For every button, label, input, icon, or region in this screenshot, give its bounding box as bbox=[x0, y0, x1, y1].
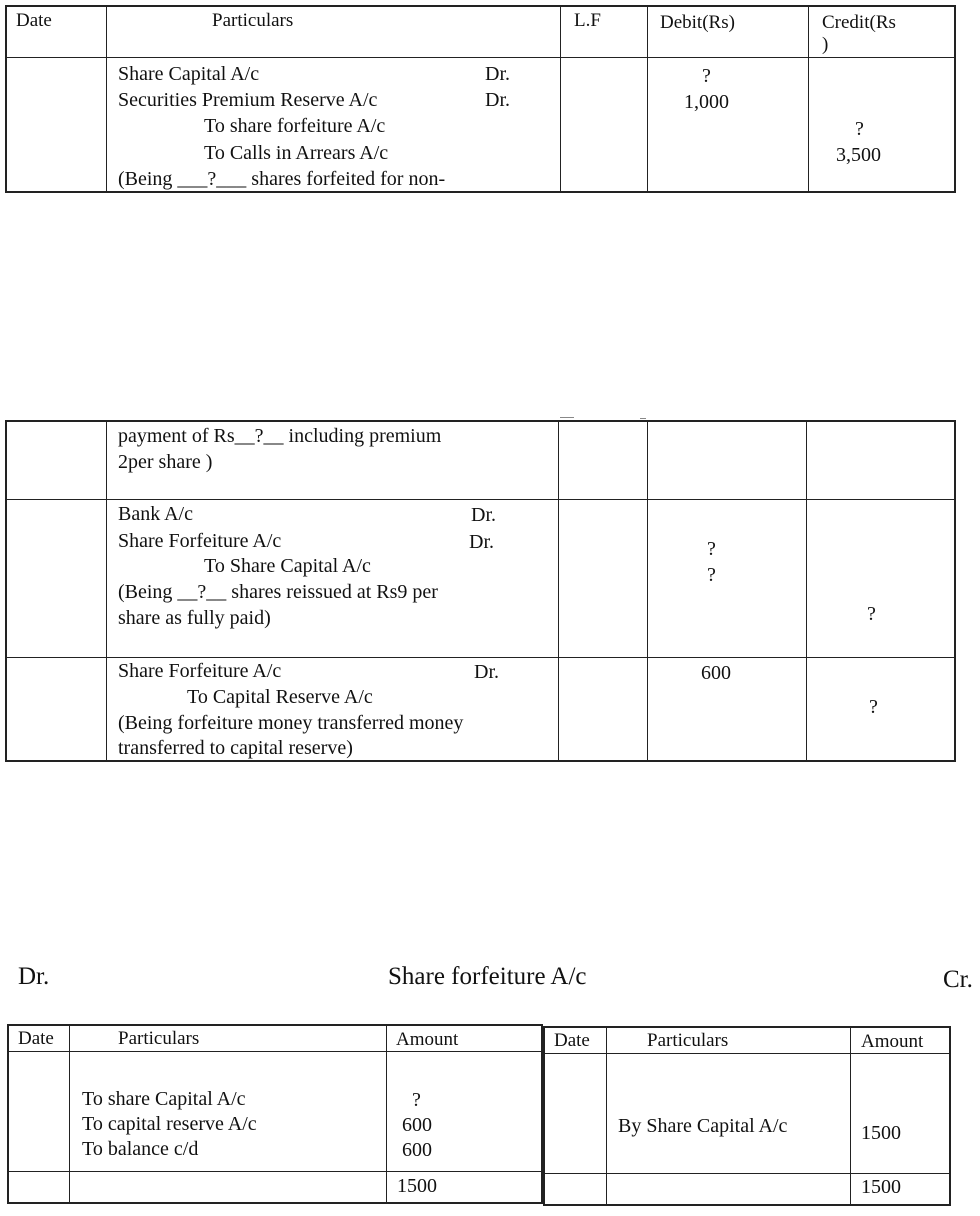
header-debit: Debit(Rs) bbox=[660, 12, 735, 33]
col-divider bbox=[69, 1024, 70, 1204]
entry1-line: To share forfeiture A/c bbox=[204, 115, 386, 137]
header-credit-paren: ) bbox=[822, 34, 829, 55]
entry2-dr: Dr. bbox=[469, 531, 494, 553]
ledger-total-right: 1500 bbox=[861, 1176, 901, 1198]
header-particulars: Particulars bbox=[212, 10, 294, 31]
header-divider bbox=[5, 57, 956, 58]
entry3-line: To Capital Reserve A/c bbox=[187, 686, 373, 708]
header-credit: Credit(Rs bbox=[822, 12, 896, 33]
entry3-line: Share Forfeiture A/c bbox=[118, 660, 282, 682]
col-divider bbox=[386, 1024, 387, 1204]
ledger-debit-item: To share Capital A/c bbox=[82, 1088, 246, 1110]
ledger-credit-item: By Share Capital A/c bbox=[618, 1115, 788, 1137]
entry2-debit: ? bbox=[707, 564, 716, 586]
header-lf: L.F bbox=[574, 10, 601, 31]
col-divider bbox=[806, 420, 807, 762]
ledger-debit-amount: 600 bbox=[402, 1114, 432, 1136]
entry1-debit: 1,000 bbox=[684, 91, 729, 113]
col-divider bbox=[558, 420, 559, 762]
entry2-narration: share as fully paid) bbox=[118, 607, 271, 629]
ledger-debit-item: To balance c/d bbox=[82, 1138, 199, 1160]
ledger-header-amount: Amount bbox=[861, 1031, 924, 1052]
ledger-debit-item: To capital reserve A/c bbox=[82, 1113, 257, 1135]
col-divider bbox=[106, 5, 107, 193]
header-date: Date bbox=[16, 10, 52, 31]
col-divider bbox=[647, 420, 648, 762]
entry3-credit: ? bbox=[869, 696, 878, 718]
ledger-title: Share forfeiture A/c bbox=[388, 963, 587, 990]
entry2-line: Share Forfeiture A/c bbox=[118, 530, 282, 552]
entry1-credit: ? bbox=[855, 118, 864, 140]
entry3-narration: (Being forfeiture money transferred money bbox=[118, 712, 464, 734]
ledger-total-left: 1500 bbox=[397, 1175, 437, 1197]
entry2-line: To Share Capital A/c bbox=[204, 555, 371, 577]
scan-mark bbox=[640, 418, 646, 419]
ledger-dr-label: Dr. bbox=[18, 963, 50, 990]
scan-mark bbox=[560, 417, 574, 418]
ledger-total-divider bbox=[7, 1171, 543, 1172]
entry1-narration-cont: payment of Rs__?__ including premium bbox=[118, 425, 442, 447]
entry1-line: To Calls in Arrears A/c bbox=[204, 142, 389, 164]
entry2-line: Bank A/c bbox=[118, 503, 193, 525]
ledger-header-particulars: Particulars bbox=[118, 1028, 200, 1049]
ledger-cr-label: Cr. bbox=[943, 966, 973, 993]
col-divider bbox=[808, 5, 809, 193]
ledger-credit-amount: 1500 bbox=[861, 1122, 901, 1144]
entry2-dr: Dr. bbox=[471, 504, 496, 526]
col-divider bbox=[606, 1026, 607, 1206]
col-divider bbox=[647, 5, 648, 193]
row-divider bbox=[5, 499, 956, 500]
entry1-dr: Dr. bbox=[485, 89, 510, 111]
entry3-debit: 600 bbox=[701, 662, 731, 684]
ledger-debit-amount: ? bbox=[412, 1089, 421, 1111]
ledger-header-date: Date bbox=[18, 1028, 54, 1049]
entry1-line: Securities Premium Reserve A/c bbox=[118, 89, 378, 111]
ledger-header-particulars: Particulars bbox=[647, 1030, 729, 1051]
entry2-debit: ? bbox=[707, 538, 716, 560]
entry1-debit: ? bbox=[702, 65, 711, 87]
ledger-header-amount: Amount bbox=[396, 1029, 459, 1050]
entry3-narration: transferred to capital reserve) bbox=[118, 737, 353, 759]
col-divider bbox=[106, 420, 107, 762]
entry2-narration: (Being __?__ shares reissued at Rs9 per bbox=[118, 581, 438, 603]
col-divider bbox=[850, 1026, 851, 1206]
entry1-credit: 3,500 bbox=[836, 144, 881, 166]
entry2-credit: ? bbox=[867, 603, 876, 625]
ledger-header-date: Date bbox=[554, 1030, 590, 1051]
ledger-debit-amount: 600 bbox=[402, 1139, 432, 1161]
ledger-header-divider bbox=[7, 1051, 543, 1052]
entry1-narration: (Being ___?___ shares forfeited for non- bbox=[118, 168, 446, 190]
entry1-dr: Dr. bbox=[485, 63, 510, 85]
col-divider bbox=[560, 5, 561, 193]
entry1-line: Share Capital A/c bbox=[118, 63, 260, 85]
entry1-narration-cont: 2per share ) bbox=[118, 451, 213, 473]
entry3-dr: Dr. bbox=[474, 661, 499, 683]
